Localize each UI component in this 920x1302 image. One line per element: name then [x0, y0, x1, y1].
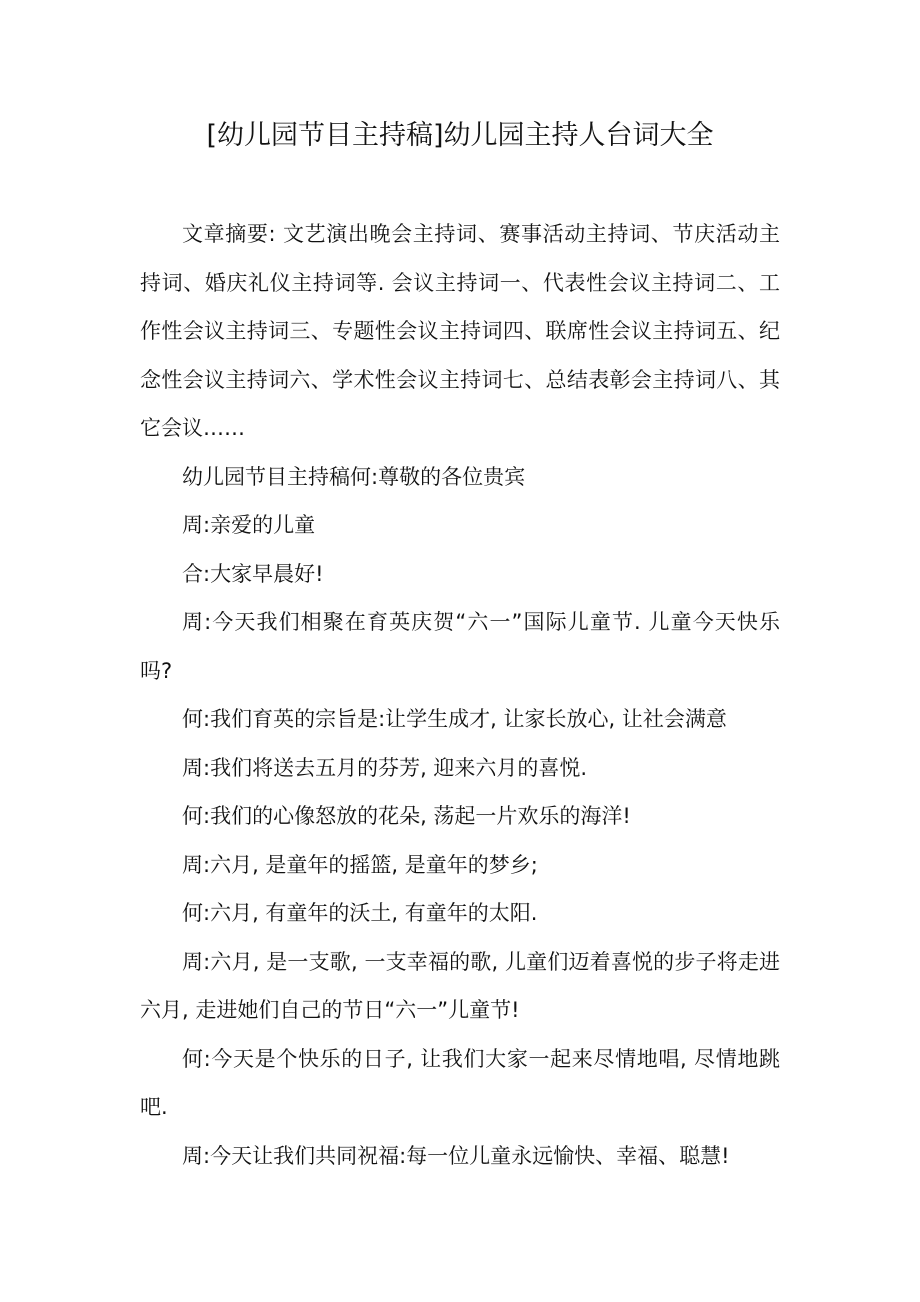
paragraph: 合:大家早晨好!: [182, 561, 324, 586]
paragraph: 周:六月, 是一支歌, 一支幸福的歌, 儿童们迈着喜悦的步子将走进六月, 走进她们自己的节日“六一”儿童节!: [140, 949, 780, 1022]
paragraph-abstract: 文章摘要: 文艺演出晚会主持词、赛事活动主持词、节庆活动主持词、婚庆礼仪主持词等. 会议主持词一、代表性会议主持词二、工作性会议主持词三、专题性会议主持词四、联席性会议主持词五、纪念性会议主持词六、学术性会议主持词七、总结表彰会主持词八、其它会议……: [140, 222, 780, 440]
paragraph: 周:亲爱的儿童: [182, 513, 316, 537]
paragraph: 周:我们将送去五月的芬芳, 迎来六月的喜悦.: [182, 755, 588, 780]
paragraph: 周:今天让我们共同祝福:每一位儿童永远愉快、幸福、聪慧!: [182, 1143, 730, 1168]
paragraph: 周:六月, 是童年的摇篮, 是童年的梦乡;: [182, 852, 538, 877]
document-title: [幼儿园节目主持稿]幼儿园主持人台词大全: [206, 120, 714, 151]
paragraph: 幼儿园节目主持稿何:尊敬的各位贵宾: [182, 464, 526, 489]
paragraph: 何:六月, 有童年的沃土, 有童年的太阳.: [182, 901, 538, 925]
paragraph: 何:我们的心像怒放的花朵, 荡起一片欢乐的海洋!: [182, 804, 631, 828]
paragraph: 周:今天我们相聚在育英庆贺“六一”国际儿童节. 儿童今天快乐吗?: [140, 610, 780, 683]
paragraph: 何:我们育英的宗旨是:让学生成才, 让家长放心, 让社会满意: [182, 707, 727, 731]
document-body: [140, 210, 780, 1180]
paragraph: 何:今天是个快乐的日子, 让我们大家一起来尽情地唱, 尽情地跳吧.: [140, 1046, 780, 1119]
